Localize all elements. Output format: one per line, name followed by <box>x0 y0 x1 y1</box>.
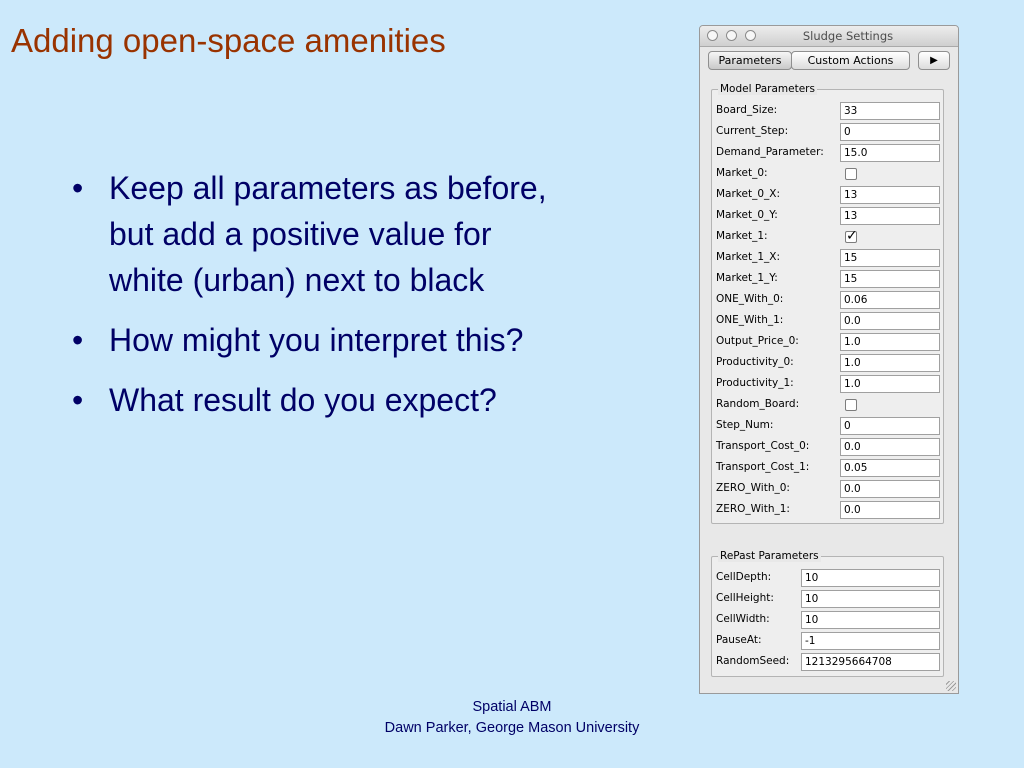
parameter-field[interactable]: 33 <box>840 102 940 120</box>
bullet-glyph: • <box>72 322 84 358</box>
parameter-row <box>712 311 943 332</box>
parameter-field[interactable]: 0 <box>840 417 940 435</box>
parameter-row <box>712 568 943 589</box>
parameter-row <box>712 248 943 269</box>
parameter-label: PauseAt: <box>716 634 762 646</box>
parameter-row <box>712 269 943 290</box>
parameter-checkbox[interactable] <box>845 168 857 180</box>
parameter-row <box>712 353 943 374</box>
parameter-checkbox[interactable] <box>845 399 857 411</box>
bullet-item <box>64 317 569 363</box>
parameter-field[interactable]: 0.0 <box>840 312 940 330</box>
parameter-row <box>712 164 943 185</box>
bullet-list <box>64 165 569 437</box>
parameter-field[interactable]: 1213295664708 <box>801 653 940 671</box>
parameter-field[interactable]: 0.0 <box>840 480 940 498</box>
bullet-glyph: • <box>72 382 84 418</box>
parameter-label: Market_0_X: <box>716 188 781 200</box>
parameter-label: Productivity_0: <box>716 356 794 368</box>
parameter-row <box>712 227 943 248</box>
parameter-field[interactable]: 15 <box>840 270 940 288</box>
bullet-item <box>64 377 569 423</box>
parameter-label: Random_Board: <box>716 398 800 410</box>
parameter-label: CellDepth: <box>716 571 772 583</box>
resize-grip[interactable] <box>946 681 956 691</box>
tab-bar <box>708 51 949 71</box>
parameter-field[interactable]: 1.0 <box>840 354 940 372</box>
window-titlebar[interactable] <box>700 26 958 47</box>
parameter-row <box>712 652 943 673</box>
parameter-label: Current_Step: <box>716 125 789 137</box>
tab-parameters[interactable]: Parameters <box>708 51 792 70</box>
repast-parameters-group <box>711 550 944 677</box>
bullet-glyph: • <box>72 170 84 206</box>
parameter-field[interactable]: 0 <box>840 123 940 141</box>
parameter-row <box>712 185 943 206</box>
parameter-row <box>712 374 943 395</box>
parameter-row <box>712 500 943 521</box>
repast-parameters-title: RePast Parameters <box>720 550 819 562</box>
parameter-label: Step_Num: <box>716 419 774 431</box>
settings-window <box>699 25 959 694</box>
parameter-row <box>712 143 943 164</box>
window-title: Sludge Settings <box>802 29 894 43</box>
parameter-row <box>712 416 943 437</box>
parameter-row <box>712 290 943 311</box>
parameter-row <box>712 631 943 652</box>
parameter-field[interactable]: 1.0 <box>840 333 940 351</box>
parameter-label: Market_1_X: <box>716 251 781 263</box>
parameter-row <box>712 206 943 227</box>
parameter-row <box>712 610 943 631</box>
parameter-label: RandomSeed: <box>716 655 790 667</box>
parameter-field[interactable]: 0.05 <box>840 459 940 477</box>
parameter-label: Market_1: <box>716 230 768 242</box>
bullet-text: Keep all parameters as before, but add a positive value for white (urban) next to black <box>109 170 547 298</box>
parameter-label: ONE_With_1: <box>716 314 784 326</box>
parameter-row <box>712 589 943 610</box>
parameter-row <box>712 479 943 500</box>
bullet-item <box>64 165 569 303</box>
parameter-field[interactable]: 13 <box>840 186 940 204</box>
parameter-row <box>712 101 943 122</box>
parameter-field[interactable]: 1.0 <box>840 375 940 393</box>
parameter-label: ZERO_With_0: <box>716 482 790 494</box>
parameter-field[interactable]: 0.0 <box>840 438 940 456</box>
parameter-label: Productivity_1: <box>716 377 794 389</box>
parameter-label: Market_0_Y: <box>716 209 778 221</box>
model-parameters-group <box>711 83 944 524</box>
bullet-text: What result do you expect? <box>109 382 497 418</box>
footer-line-2: Dawn Parker, George Mason University <box>384 720 640 736</box>
parameter-label: Transport_Cost_1: <box>716 461 810 473</box>
slide-title: Adding open-space amenities <box>11 22 446 59</box>
parameter-field[interactable]: 13 <box>840 207 940 225</box>
parameter-field[interactable]: 15.0 <box>840 144 940 162</box>
parameter-field[interactable]: 15 <box>840 249 940 267</box>
parameter-label: ONE_With_0: <box>716 293 784 305</box>
tab-custom-actions[interactable]: Custom Actions <box>791 51 910 70</box>
slide-footer <box>300 697 724 739</box>
parameter-row <box>712 122 943 143</box>
parameter-label: ZERO_With_1: <box>716 503 790 515</box>
parameter-checkbox[interactable]: ✓ <box>846 228 858 244</box>
parameter-row <box>712 395 943 416</box>
parameter-row <box>712 332 943 353</box>
parameter-field[interactable]: -1 <box>801 632 940 650</box>
parameter-label: Market_1_Y: <box>716 272 778 284</box>
bullet-text: How might you interpret this? <box>109 322 524 358</box>
parameter-field[interactable]: 10 <box>801 611 940 629</box>
play-arrow-icon[interactable]: ▶ <box>918 51 950 70</box>
parameter-field[interactable]: 0.06 <box>840 291 940 309</box>
parameter-label: Output_Price_0: <box>716 335 799 347</box>
parameter-label: CellHeight: <box>716 592 774 604</box>
parameter-field[interactable]: 10 <box>801 569 940 587</box>
parameter-label: Demand_Parameter: <box>716 146 824 158</box>
footer-line-1: Spatial ABM <box>472 699 552 715</box>
parameter-field[interactable]: 10 <box>801 590 940 608</box>
model-parameters-title: Model Parameters <box>720 83 815 95</box>
parameter-row <box>712 437 943 458</box>
parameter-label: CellWidth: <box>716 613 770 625</box>
parameter-field[interactable]: 0.0 <box>840 501 940 519</box>
parameter-label: Market_0: <box>716 167 768 179</box>
parameter-label: Transport_Cost_0: <box>716 440 810 452</box>
parameter-row <box>712 458 943 479</box>
parameter-label: Board_Size: <box>716 104 778 116</box>
